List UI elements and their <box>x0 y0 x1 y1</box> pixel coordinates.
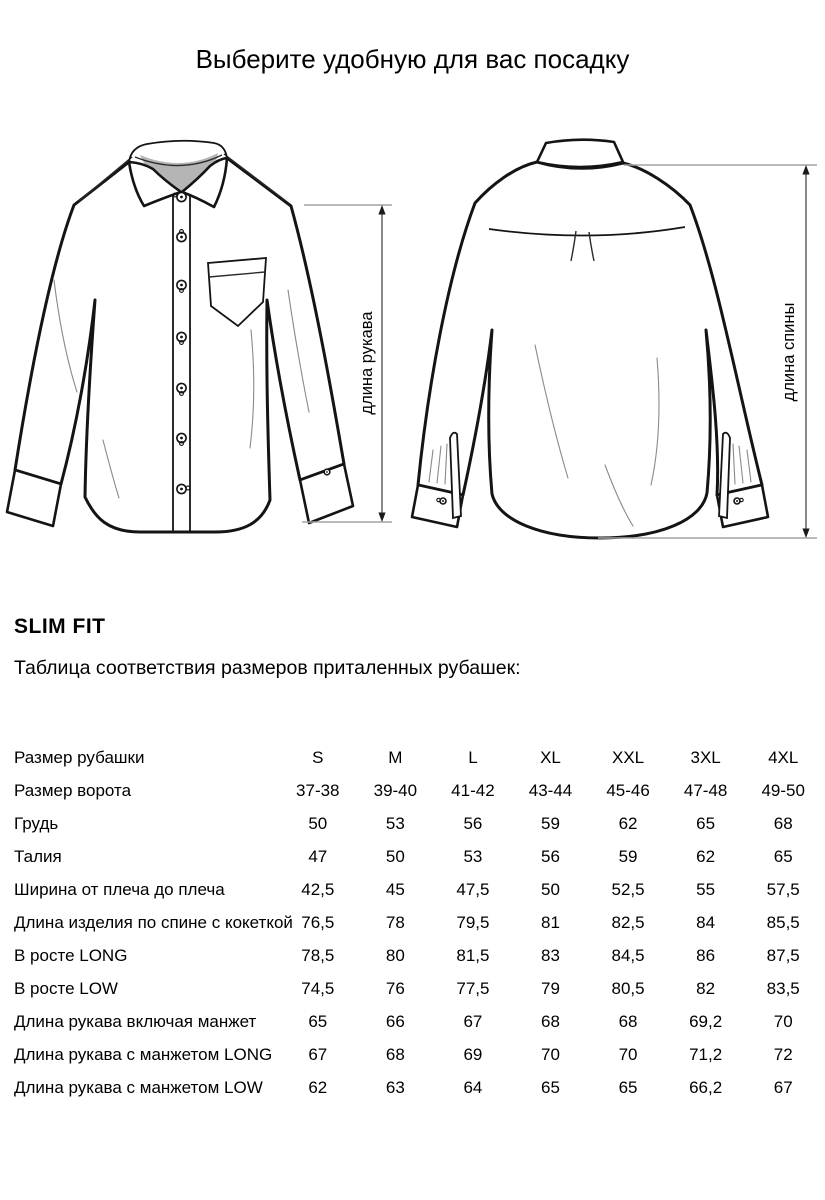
illustration-area <box>0 130 825 550</box>
cell-value: 77,5 <box>456 978 490 998</box>
cell-value: 83,5 <box>766 978 800 998</box>
cell-value: 84,5 <box>611 945 645 965</box>
cell-value: 53 <box>463 846 483 866</box>
cell-value: 84 <box>696 912 716 932</box>
cell-value: 69 <box>463 1044 483 1064</box>
cell-value: 85,5 <box>766 912 800 932</box>
cell-value: 62 <box>308 1077 328 1097</box>
cell-value: 86 <box>696 945 716 965</box>
shirt-back-collar <box>537 140 623 167</box>
cell-value: 55 <box>696 879 716 899</box>
table-row <box>14 807 822 840</box>
cell-value: S <box>312 747 324 767</box>
row-label: Длина рукава с манжетом LOW <box>14 1077 263 1097</box>
row-label: Ширина от плеча до плеча <box>14 879 225 899</box>
table-row <box>14 1038 822 1071</box>
cell-value: 56 <box>463 813 483 833</box>
cell-value: 70 <box>773 1011 793 1031</box>
cell-value: 56 <box>541 846 560 866</box>
page-title: Выберите удобную для вас посадку <box>195 44 630 74</box>
cell-value: 70 <box>541 1044 560 1064</box>
cell-value: 67 <box>773 1077 793 1097</box>
cell-value: 78 <box>385 912 405 932</box>
row-label: Размер ворота <box>14 780 132 800</box>
table-row <box>14 906 822 939</box>
table-row <box>14 774 822 807</box>
cell-value: 49-50 <box>761 780 805 800</box>
cell-value: 47 <box>308 846 328 866</box>
cell-value: 79,5 <box>456 912 490 932</box>
cell-value: XL <box>540 747 561 767</box>
sleeve-length-label: длина рукава <box>358 311 376 415</box>
cell-value: 65 <box>696 813 716 833</box>
cell-value: 71,2 <box>689 1044 723 1064</box>
cell-value: 47,5 <box>456 879 490 899</box>
shirt-front-illustration <box>0 130 400 550</box>
row-label: Длина изделия по спине с кокеткой <box>14 912 293 932</box>
cell-value: 53 <box>385 813 405 833</box>
row-label: В росте LONG <box>14 945 128 965</box>
cell-value: 57,5 <box>766 879 800 899</box>
cell-value: 69,2 <box>689 1011 723 1031</box>
cell-value: 42,5 <box>301 879 335 899</box>
cell-value: 37-38 <box>296 780 340 800</box>
fit-heading: SLIM FIT <box>14 615 106 638</box>
cell-value: 50 <box>541 879 560 899</box>
cell-value: 66,2 <box>689 1077 723 1097</box>
cell-value: 79 <box>541 978 560 998</box>
shirt-back-illustration <box>400 130 825 550</box>
row-label: Размер рубашки <box>14 747 145 767</box>
cell-value: 82,5 <box>611 912 645 932</box>
cell-value: 76 <box>385 978 405 998</box>
cell-value: 62 <box>618 813 638 833</box>
cell-value: 68 <box>385 1044 405 1064</box>
table-caption: Таблица соответствия размеров приталенных рубашек: <box>14 657 521 679</box>
row-label: Талия <box>14 846 62 866</box>
cell-value: 82 <box>696 978 716 998</box>
cell-value: XXL <box>611 747 645 767</box>
cell-value: 80 <box>385 945 405 965</box>
cell-value: 67 <box>308 1044 328 1064</box>
cell-value: 78,5 <box>301 945 335 965</box>
cell-value: 59 <box>541 813 560 833</box>
cell-value: 50 <box>385 846 405 866</box>
cell-value: 65 <box>618 1077 638 1097</box>
cell-value: 65 <box>308 1011 328 1031</box>
cell-value: M <box>388 747 403 767</box>
cell-value: 3XL <box>690 747 721 767</box>
cell-value: 81,5 <box>456 945 490 965</box>
cell-value: 63 <box>385 1077 405 1097</box>
cell-value: 4XL <box>768 747 799 767</box>
table-row <box>14 1005 822 1038</box>
cell-value: 52,5 <box>611 879 645 899</box>
cell-value: 67 <box>463 1011 483 1031</box>
cell-value: 68 <box>773 813 793 833</box>
cell-value: 43-44 <box>528 780 573 800</box>
cell-value: 80,5 <box>611 978 645 998</box>
row-label: Длина рукава с манжетом LONG <box>14 1044 273 1064</box>
cell-value: 65 <box>541 1077 560 1097</box>
cell-value: 74,5 <box>301 978 335 998</box>
cell-value: 50 <box>308 813 328 833</box>
cell-value: 64 <box>463 1077 483 1097</box>
table-row <box>14 741 822 774</box>
cell-value: 65 <box>773 846 793 866</box>
cell-value: 59 <box>618 846 638 866</box>
row-label: Длина рукава включая манжет <box>14 1011 257 1031</box>
cell-value: 45-46 <box>606 780 650 800</box>
back-length-label: длина спины <box>780 302 798 402</box>
cell-value: 72 <box>773 1044 793 1064</box>
cell-value: 45 <box>385 879 405 899</box>
cell-value: 68 <box>541 1011 560 1031</box>
shirt-back-body <box>418 162 762 538</box>
table-row <box>14 873 822 906</box>
cell-value: 81 <box>541 912 560 932</box>
row-label: Грудь <box>14 813 59 833</box>
cell-value: 62 <box>696 846 716 866</box>
cell-value: 68 <box>618 1011 638 1031</box>
cell-value: 87,5 <box>766 945 800 965</box>
cell-value: 83 <box>541 945 560 965</box>
cell-value: 39-40 <box>373 780 418 800</box>
cell-value: 47-48 <box>683 780 728 800</box>
table-row <box>14 1071 822 1104</box>
cell-value: 66 <box>385 1011 405 1031</box>
cell-value: 41-42 <box>451 780 495 800</box>
table-row <box>14 972 822 1005</box>
row-label: В росте LOW <box>14 978 118 998</box>
cell-value: L <box>468 747 478 767</box>
cell-value: 70 <box>618 1044 638 1064</box>
table-row <box>14 939 822 972</box>
cell-value: 76,5 <box>301 912 335 932</box>
size-table <box>14 741 822 1104</box>
table-row <box>14 840 822 873</box>
